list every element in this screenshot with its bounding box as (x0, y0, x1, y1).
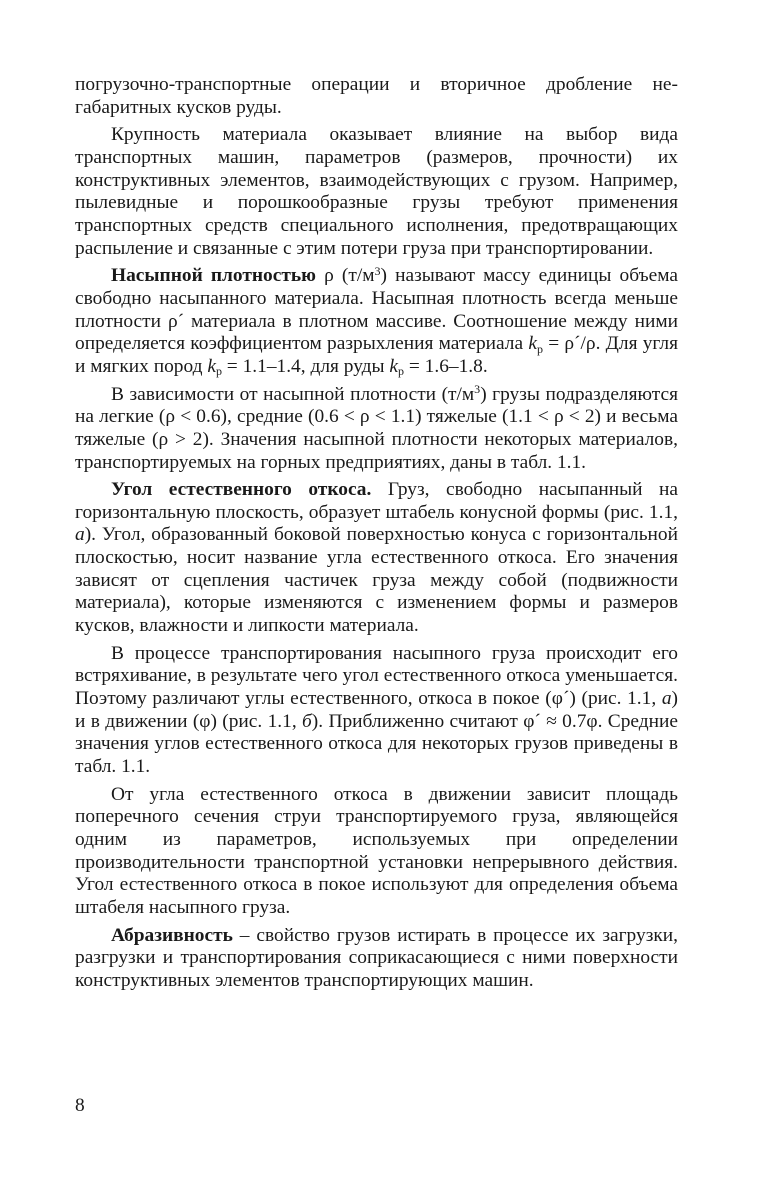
paragraph-continuation: погрузочно-транспортные операции и вторичное дробление негабаритных кусков руды. (75, 74, 678, 118)
term-bulk-density: Насыпной плотностью (111, 265, 316, 287)
term-abrasiveness: Абразивность (111, 924, 233, 946)
paragraph-density-classes: В зависимости от насыпной плотности $(т/м^3)$ грузы подразделяются на легкие (ρ < 0.6), средние (0.6 < ρ < 1.1) тяжелые (1.1 < ρ < 2) и весьма тяжелые (ρ > 2). Значения насыпной плотности некоторых материалов, транспортируемых на горных предприятиях, даны в табл. 1.1. (75, 381, 678, 473)
paragraph-cross-section: От угла естественного откоса в движении зависит площадь поперечного сечения струи транспортируемого груза, являющейся одним из параметров, используемых при определении производительности транспортной установки непрерывного действия. Угол естественного откоса в покое используют для определения объема штабеля насыпного груза. (75, 783, 678, 918)
paragraph-angle-of-repose: Угол естественного откоса. Груз, свободно насыпанный на горизонтальную плоскость, образует штабель конусной формы (рис. 1.1, а). Угол, образованный боковой поверхностью конуса с горизонтальной плоскостью, носит название угла естественного откоса. Его значения зависят от сцепления частичек груза между собой (подвижности материала), которые изменяются с изменением формы и размеров кусков, влажности и липкости материала. (75, 479, 678, 637)
paragraph-abrasiveness: Абразивность – свойство грузов истирать в процессе их загрузки, разгрузки и транспортирования соприкасающиеся с ними поверхности конструктивных элементов транспортирующих машин. (75, 924, 678, 991)
body-text (75, 74, 678, 993)
paragraph-transport-shaking: В процессе транспортирования насыпного груза происходит его встряхивание, в результате чего угол естественного откоса уменьшается. Поэтому различают углы естественного, откоса в покое (φ´) (рис. 1.1, а) и в движении (φ) (рис. 1.1, б). Приближенно считают φ´ ≈ 0.7φ. Средние значения углов естественного откоса для некоторых грузов приведены в табл. 1.1. (75, 642, 678, 778)
paragraph-bulk-density: Насыпной плотностью ρ $(т/м^3)$ называют массу единицы объема свободно насыпанного материала. Насыпная плотность всегда меньше плотности ρ´ материала в плотном массиве. Соотношение между ними определяется коэффициентом разрыхления материала $k_р$ = ρ´/ρ. Для угля и мягких пород $k_р = 1.1-1.4$, для руды $k_р = 1.6-1.8$. (75, 263, 679, 379)
page-number: 8 (75, 1095, 85, 1116)
term-angle-of-repose: Угол естественного откоса. (111, 479, 372, 501)
paragraph-particle-size: Крупность материала оказывает влияние на выбор вида транспортных машин, параметров (размеров, прочности) их конструктивных элементов, взаимодействующих с грузом. Например, пылевидные и порошкообразные грузы требуют применения транспортных средств специального исполнения, предотвращающих распыление и связанные с этим потери груза при транспортировании. (75, 124, 678, 259)
